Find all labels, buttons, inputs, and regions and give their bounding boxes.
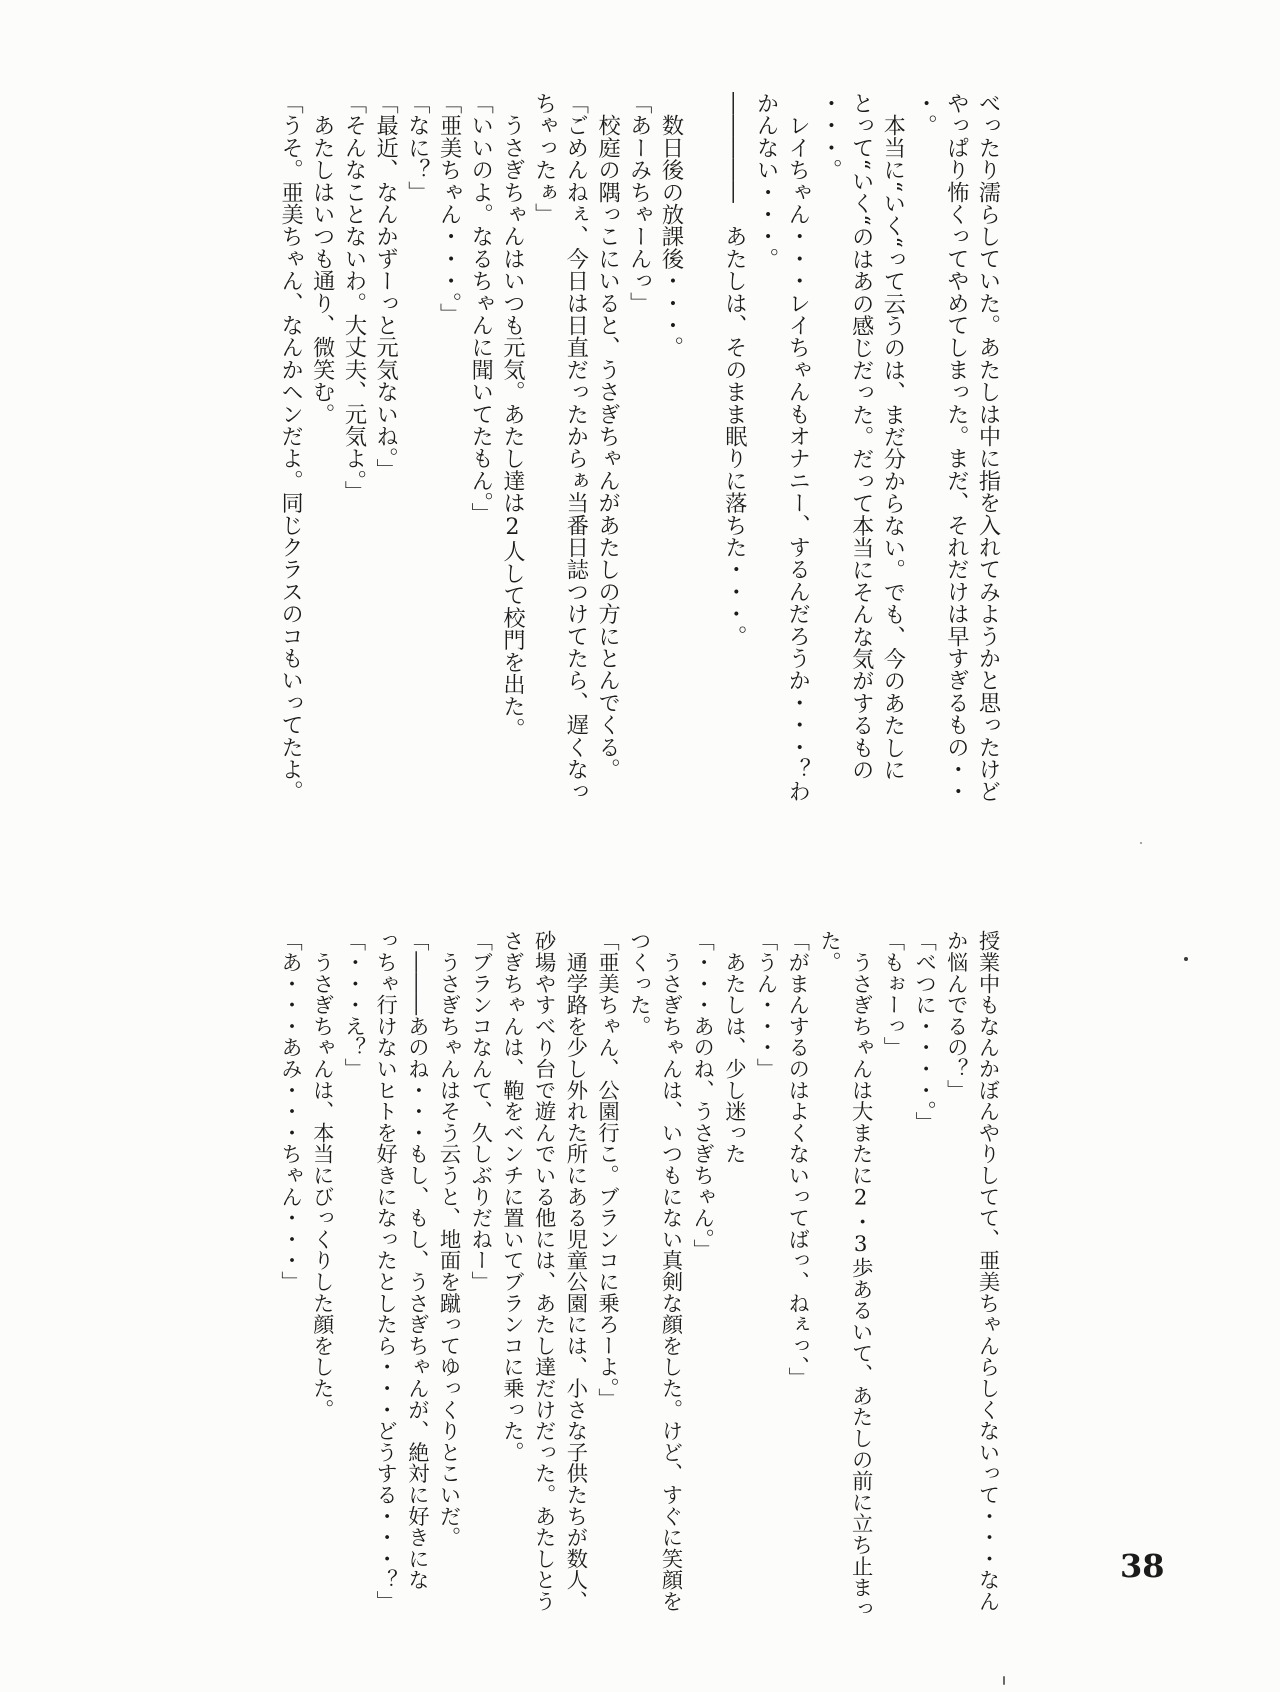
- text-line: 「うそ。亜美ちゃん、なんかヘンだよ。同じクラスのコもいってたよ。: [277, 92, 304, 803]
- text-line: べったり濡らしていた。あたしは中に指を入れてみようかと思ったけど: [975, 92, 1001, 803]
- text-line: うさぎちゃんはそう云うと、地面を蹴ってゆっくりとこいだ。: [436, 930, 462, 1548]
- text-line: 「―――あのね・・・もし、もし、うさぎちゃんが、絶対に好きにな: [404, 930, 430, 1591]
- text-line: 「べつに・・・・。」: [911, 930, 937, 1133]
- text-line: あたしは、少し迷った: [721, 930, 747, 1165]
- text-line: 校庭の隅っこにいると、うさぎちゃんがあたしの方にとんでくる。: [594, 92, 621, 781]
- page-number: 38: [1120, 1547, 1165, 1585]
- text-line: 「亜美ちゃん、公園行こ。ブランコに乗ろーよ。」: [594, 930, 620, 1410]
- scan-speck: [1140, 842, 1142, 844]
- text-line: 数日後の放課後・・・。: [657, 92, 684, 359]
- text-line: レイちゃん・・・レイちゃんもオナニー、するんだろうか・・・？わ: [784, 92, 811, 803]
- text-line: 「いいのよ。なるちゃんに聞いてたもん。」: [467, 92, 494, 525]
- text-line: 砂場やすべり台で遊んでいる他には、あたし達だけだった。あたしとう: [531, 930, 557, 1612]
- text-line: 「うん・・・」: [753, 930, 779, 1080]
- text-line: 「・・・あのね、うさぎちゃん。」: [689, 930, 715, 1261]
- text-line: ちゃったぁ」: [531, 92, 558, 226]
- text-line: ・・・。: [816, 92, 843, 181]
- text-line: 「ブランコなんて、久しぶりだねー」: [467, 930, 493, 1293]
- text-line: ・。: [911, 92, 938, 137]
- text-line: 通学路を少し外れた所にある児童公園には、小さな子供たちが数人、: [562, 930, 588, 1612]
- text-line: 「もぉーっ」: [879, 930, 905, 1058]
- text-line: 授業中もなんかぼんやりしてて、亜美ちゃんらしくないって・・・なん: [975, 930, 1000, 1612]
- text-line: つくった。: [626, 930, 652, 1037]
- text-line: 「そんなことないわ。大丈夫、元気よ。」: [340, 92, 367, 503]
- text-line: さぎちゃんは、鞄をベンチに置いてブランコに乗った。: [499, 930, 525, 1463]
- text-line: っちゃ行けないヒトを好きになったとしたら・・・どうする・・・？」: [372, 930, 398, 1612]
- text-line: とって“いく“のはあの感じだった。だって本当にそんな気がするもの: [848, 92, 875, 781]
- text-line: 「・・・え？」: [340, 930, 366, 1080]
- scan-speck: [1003, 1676, 1005, 1685]
- text-line: 「なに？」: [404, 92, 431, 203]
- text-line: やっぱり怖くってやめてしまった。まだ、それだけは早すぎるもの・・: [943, 92, 970, 803]
- text-line: 「あ・・・あみ・・・ちゃん・・・」: [277, 930, 303, 1293]
- text-line: た。: [816, 930, 842, 973]
- text-line: 「最近、なんかずーっと元気ないね。」: [372, 92, 399, 481]
- text-line: あたしはいつも通り、微笑む。: [309, 92, 336, 425]
- blank-line: [686, 92, 718, 102]
- text-line: 「がまんするのはよくないってばっ、ねぇっ、」: [784, 930, 810, 1388]
- text-line: うさぎちゃんは、本当にびっくりした顔をした。: [309, 930, 335, 1420]
- lower-text-block: [274, 930, 1003, 1630]
- text-line: うさぎちゃんは大またに2・3歩あるいて、あたしの前に立ち止まっ: [848, 930, 874, 1619]
- text-line: うさぎちゃんは、いつもにない真剣な顔をした。けど、すぐに笑顔を: [657, 930, 683, 1612]
- scan-speck: [1184, 957, 1188, 961]
- text-line: 「あーみちゃーんっ」: [626, 92, 653, 314]
- text-line: ――――― あたしは、そのまま眠りに落ちた・・・。: [721, 92, 748, 647]
- text-line: か悩んでるの？」: [943, 930, 969, 1101]
- text-line: うさぎちゃんはいつも元気。あたし達は2人して校門を出た。: [499, 92, 526, 740]
- upper-text-block: [274, 92, 1003, 812]
- text-line: かんない・・・。: [753, 92, 780, 270]
- text-line: 「亜美ちゃん・・・。」: [436, 92, 463, 326]
- text-line: 本当に“いく“って云うのは、まだ分からない。でも、今のあたしに: [879, 92, 906, 781]
- text-line: 「ごめんねぇ、今日は日直だったからぁ当番日誌つけてたら、遅くなっ: [562, 92, 589, 803]
